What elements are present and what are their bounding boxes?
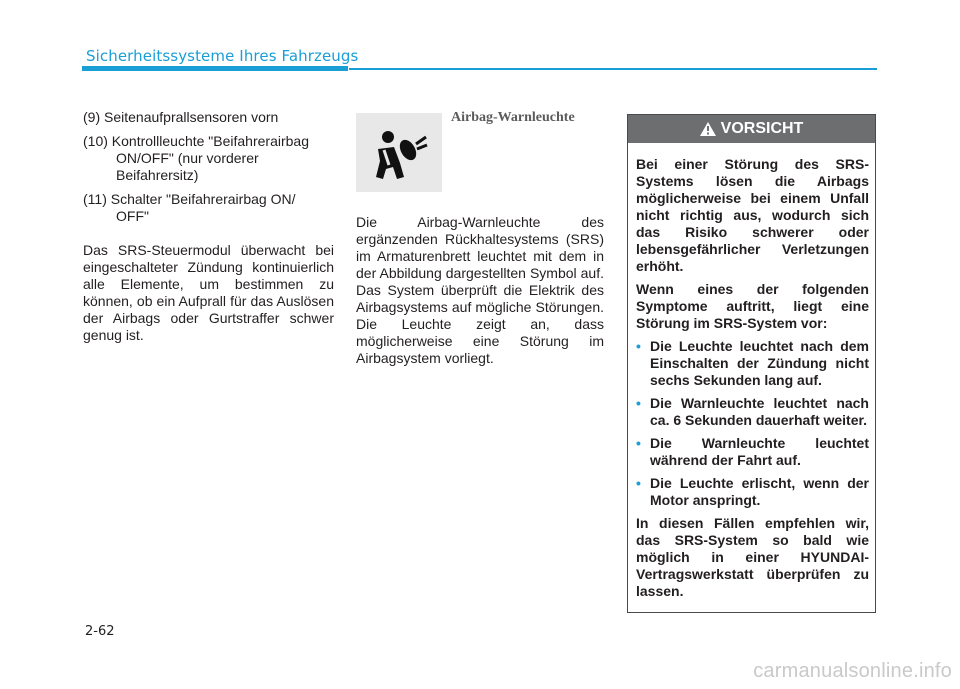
bullet-icon: • (636, 435, 641, 451)
section-heading: Airbag-Warnleuchte (451, 110, 575, 125)
caution-header (628, 115, 875, 143)
warning-triangle-icon (700, 122, 716, 136)
caution-paragraph: Bei einer Störung des SRS-Systems lösen die Airbags möglicherweise bei einem Unfall nicht richtig aus, wodurch sich das Risiko schwerer oder lebensgefährlicher Verletzungen erhöht. (636, 156, 869, 274)
bullet-item: • Die Warnleuchte leuchtet nach ca. 6 Sekunden dauerhaft weiter. (636, 395, 869, 428)
left-column (83, 109, 334, 344)
bullet-icon: • (636, 338, 641, 354)
body-paragraph: Das SRS-Steuermodul überwacht bei eingeschalteter Zündung kontinuierlich alle Elemente, um bestimmen zu können, ob ein Aufprall für das Auslösen der Airbags oder Gurtstraffer schwer genug ist. (83, 242, 334, 343)
list-item: (9) Seitenaufprallsensoren vorn (83, 109, 279, 125)
bullet-item: • Die Leuchte erlischt, wenn der Motor anspringt. (636, 475, 869, 508)
page-number: 2-62 (85, 624, 115, 639)
caution-box (627, 114, 876, 613)
header-accent-bar (82, 66, 348, 71)
bullet-icon: • (636, 395, 641, 411)
caution-paragraph: Wenn eines der folgenden Symptome auftritt, liegt eine Störung im SRS-System vor: (636, 281, 869, 331)
list-item: (11) Schalter "Beifahrerairbag ON/ OFF" (83, 191, 296, 224)
airbag-warning-icon (356, 113, 442, 192)
watermark: carmanualsonline.info (753, 660, 952, 682)
list-item: (10) Kontrollleuchte "Beifahrerairbag ON/OFF" (nur vorderer Beifahrersitz) (83, 133, 309, 183)
caution-body (636, 156, 869, 606)
bullet-item: • Die Warnleuchte leuchtet während der Fahrt auf. (636, 435, 869, 468)
caution-paragraph: In diesen Fällen empfehlen wir, das SRS-System so bald wie möglich in einer HYUNDAI-Vertragswerkstatt überprüfen zu lassen. (636, 515, 869, 599)
caution-title: VORSICHT (720, 120, 804, 137)
header-rule (349, 68, 877, 70)
bullet-item: • Die Leuchte leuchtet nach dem Einschalten der Zündung nicht sechs Sekunden lang auf. (636, 338, 869, 388)
section-title: Sicherheitssysteme Ihres Fahrzeugs (86, 47, 359, 65)
bullet-icon: • (636, 475, 641, 491)
body-paragraph: Die Airbag-Warnleuchte des ergänzenden Rückhaltesystems (SRS) im Armaturenbrett leuchtet mit dem in der Abbildung dargestellten Symbol auf. Das System überprüft die Elektrik des Airbagsystems auf mögliche Störungen. Die Leuchte zeigt an, dass möglicherweise eine Störung im Airbagsystem vorliegt. (356, 214, 604, 366)
